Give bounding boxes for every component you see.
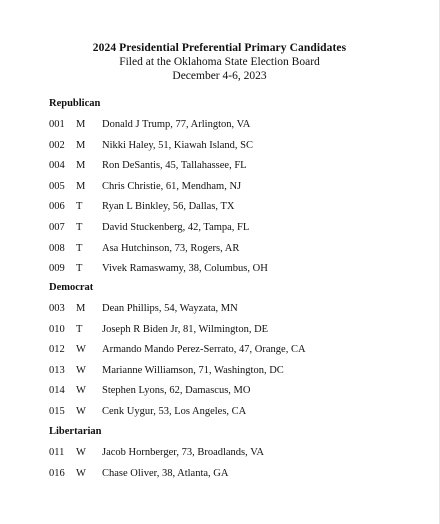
filing-type: T — [76, 263, 83, 275]
candidate-number: 004 — [49, 160, 65, 172]
candidate-info: Chris Christie, 61, Mendham, NJ — [102, 180, 242, 192]
candidate-number: 001 — [49, 119, 65, 130]
filing-type: W — [76, 385, 86, 397]
document-subtitle: Filed at the Oklahoma State Election Board — [119, 56, 320, 68]
filing-type: W — [76, 344, 86, 356]
candidate-number: 008 — [49, 242, 65, 254]
document-date: December 4-6, 2023 — [172, 70, 267, 82]
candidate-number: 009 — [49, 263, 65, 275]
candidate-info: Ron DeSantis, 45, Tallahassee, FL — [102, 160, 247, 172]
filing-type: T — [76, 201, 83, 213]
candidate-number: 013 — [49, 364, 65, 376]
candidate-number: 012 — [49, 344, 65, 356]
party-heading-libertarian: Libertarian — [49, 426, 102, 437]
candidate-info: Joseph R Biden Jr, 81, Wilmington, DE — [102, 323, 269, 335]
filing-type: W — [76, 467, 86, 479]
candidate-info: Stephen Lyons, 62, Damascus, MO — [102, 385, 251, 397]
filing-type: M — [76, 119, 86, 130]
candidate-number: 003 — [49, 303, 65, 314]
filing-type: M — [76, 139, 86, 151]
party-heading-democrat: Democrat — [49, 282, 94, 293]
candidate-info: Cenk Uygur, 53, Los Angeles, CA — [102, 406, 247, 417]
candidate-number: 007 — [49, 222, 65, 233]
candidate-info: Asa Hutchinson, 73, Rogers, AR — [102, 242, 240, 254]
candidate-number: 010 — [49, 323, 65, 335]
party-heading-republican: Republican — [49, 98, 101, 109]
document-title: 2024 Presidential Preferential Primary Candidates — [92, 42, 347, 54]
candidate-info: David Stuckenberg, 42, Tampa, FL — [102, 222, 250, 233]
candidate-number: 015 — [49, 406, 65, 417]
filing-type: M — [76, 160, 86, 172]
candidate-info: Chase Oliver, 38, Atlanta, GA — [102, 467, 229, 479]
candidate-info: Vivek Ramaswamy, 38, Columbus, OH — [102, 263, 268, 275]
filing-type: W — [76, 364, 86, 376]
candidate-info: Dean Phillips, 54, Wayzata, MN — [102, 303, 238, 314]
candidate-info: Marianne Williamson, 71, Washington, DC — [102, 364, 284, 376]
candidate-number: 016 — [49, 467, 65, 479]
filing-type: M — [76, 303, 86, 314]
candidate-number: 002 — [49, 139, 65, 151]
candidate-info: Donald J Trump, 77, Arlington, VA — [102, 119, 251, 130]
candidate-info: Armando Mando Perez-Serrato, 47, Orange, CA — [102, 344, 306, 356]
filing-type: T — [76, 242, 83, 254]
candidate-number: 005 — [49, 180, 65, 192]
candidate-info: Jacob Hornberger, 73, Broadlands, VA — [102, 447, 265, 458]
candidate-info: Ryan L Binkley, 56, Dallas, TX — [102, 201, 235, 213]
document-header — [0, 41, 439, 83]
candidate-number: 011 — [49, 447, 65, 458]
candidate-number: 006 — [49, 201, 65, 213]
filing-type: W — [76, 406, 86, 417]
candidate-number: 014 — [49, 385, 65, 397]
filing-type: T — [76, 323, 83, 335]
filing-type: W — [76, 447, 86, 458]
candidate-info: Nikki Haley, 51, Kiawah Island, SC — [102, 139, 253, 151]
filing-type: M — [76, 180, 86, 192]
filing-type: T — [76, 222, 83, 233]
